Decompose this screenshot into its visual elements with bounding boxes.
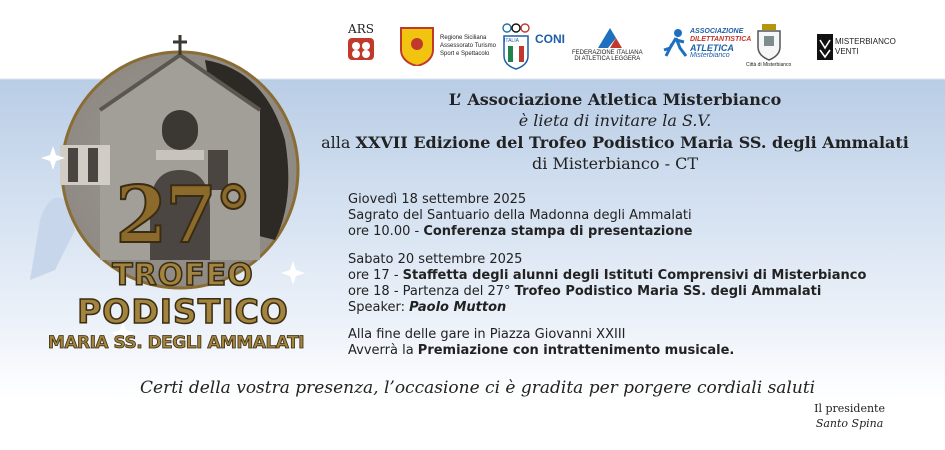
day2-date: Sabato 20 settembre 2025 (348, 252, 523, 267)
invitation-header-line1: L’ Associazione Atletica Misterbianco (448, 90, 782, 109)
ars-emblem-icon (346, 36, 376, 62)
emblem-number: 27° (115, 170, 251, 261)
sicilia-line3: Sport e Spettacolo (440, 51, 490, 57)
closing-greeting: Certi della vostra presenza, l’occasione ci è gradita per porgere cordiali saluti (140, 378, 816, 398)
olympic-rings-icon (501, 22, 531, 34)
fidal-triangle-icon (590, 26, 624, 50)
sicilia-line1: Regione Siciliana (440, 35, 487, 41)
sicilia-line2: Assessorato Turismo (440, 43, 497, 49)
assoc-line3: ATLETICA (690, 43, 734, 53)
day1-date: Giovedì 18 settembre 2025 (348, 192, 527, 207)
emblem-title-trofeo: TROFEO (112, 258, 254, 293)
day2-speaker: Speaker: Paolo Mutton (348, 300, 507, 315)
day2-relay: ore 17 - Staffetta degli alunni degli Istituti Comprensivi di Misterbianco (348, 268, 867, 283)
venti-line1: MISTERBIANCO (835, 37, 896, 46)
day2-race: ore 18 - Partenza del 27° Trofeo Podistico Maria SS. degli Ammalati (348, 284, 822, 299)
day2-block (348, 252, 866, 316)
assoc-line1: ASSOCIAZIONE (690, 28, 744, 35)
invitation-header-line4: di Misterbianco - CT (532, 154, 698, 173)
invitation-header-line3: alla XXVII Edizione del Trofeo Podistico Maria SS. degli Ammalati (321, 133, 909, 152)
fidal-line1: FEDERAZIONE ITALIANA (572, 50, 643, 56)
assoc-line4: Misterbianco (690, 52, 730, 59)
venti-line2: VENTI (835, 47, 859, 56)
regione-siciliana-logo (398, 26, 496, 66)
awards-block (348, 327, 734, 359)
citta-misterbianco-logo (746, 22, 791, 68)
assoc-line2: DILETTANTISTICA (690, 36, 752, 43)
trinacria-shield-icon (398, 26, 436, 66)
coni-label: CONI (535, 32, 565, 46)
associazione-logo (660, 28, 751, 60)
misterbianco-venti-logo (817, 34, 896, 60)
invitation-header-line2: è lieta di invitare la S.V. (518, 111, 712, 130)
fidal-line2: DI ATLETICA LEGGERA (574, 56, 641, 62)
mv-monogram-icon (817, 34, 833, 60)
awards-line2: Avverrà la Premiazione con intrattenimento musicale. (348, 343, 735, 358)
fidal-logo (572, 26, 643, 62)
day1-place: Sagrato del Santuario della Madonna degli Ammalati (348, 208, 692, 223)
day1-time: ore 10.00 - Conferenza stampa di presentazione (348, 224, 693, 239)
citta-label: Città di Misterbianco (746, 62, 792, 68)
awards-line1: Alla fine delle gare in Piazza Giovanni XXIII (348, 327, 626, 342)
emblem-title-maria: MARIA SS. DEGLI AMMALATI (47, 333, 305, 353)
town-crest-icon (754, 22, 784, 62)
day1-block (348, 192, 692, 240)
ars-logo-text: ARS (348, 22, 374, 36)
emblem-title-podistico: PODISTICO (77, 292, 289, 331)
signature-block (814, 401, 885, 431)
trofeo-emblem (30, 30, 330, 360)
runner-icon (660, 28, 690, 60)
ars-logo (346, 22, 376, 62)
president-name: Santo Spina (815, 417, 884, 430)
italia-label: ITALIA (504, 38, 519, 44)
coni-logo (501, 22, 565, 70)
president-role: Il presidente (814, 402, 885, 415)
